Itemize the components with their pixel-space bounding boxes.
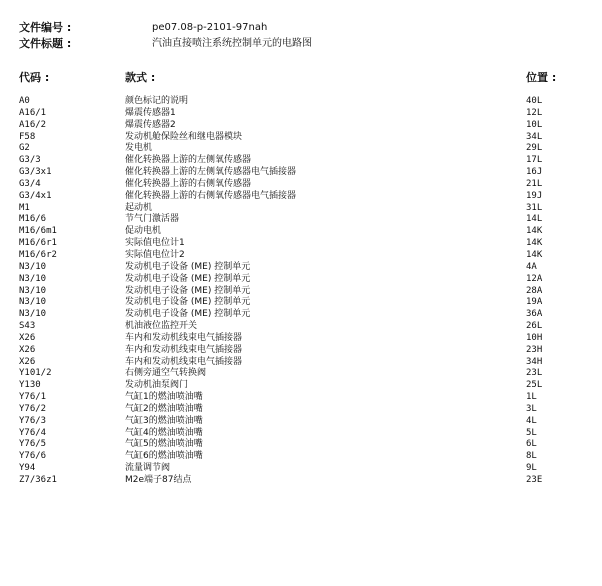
table-row bbox=[0, 179, 602, 191]
row-style: 发电机 bbox=[125, 143, 153, 154]
table-row bbox=[0, 262, 602, 274]
row-style: 车内和发动机线束电气插接器 bbox=[125, 332, 243, 343]
row-position: 19A bbox=[526, 297, 543, 308]
row-code: G3/4 bbox=[19, 178, 41, 189]
row-position: 23H bbox=[526, 344, 543, 355]
table-row bbox=[0, 380, 602, 392]
row-style: 颜色标记的说明 bbox=[125, 96, 189, 106]
row-code: N3/10 bbox=[19, 297, 47, 308]
table-row bbox=[0, 108, 602, 120]
row-style: 起动机 bbox=[125, 202, 153, 213]
table-row bbox=[0, 120, 602, 132]
row-style: M2e端子87结点 bbox=[125, 475, 192, 485]
row-style: 气缸3的燃油喷油嘴 bbox=[125, 415, 203, 426]
row-position: 4A bbox=[526, 261, 537, 272]
row-position: 19J bbox=[526, 190, 543, 201]
row-style: 气缸1的燃油喷油嘴 bbox=[125, 392, 203, 403]
row-style: 发动机电子设备 (ME) 控制单元 bbox=[125, 273, 251, 284]
row-code: Y76/1 bbox=[19, 392, 47, 403]
row-code: M16/6r2 bbox=[19, 249, 57, 260]
row-style: 气缸2的燃油喷油嘴 bbox=[125, 403, 203, 414]
row-position: 12A bbox=[526, 273, 543, 284]
row-code: Z7/36z1 bbox=[19, 475, 57, 485]
row-style: 发动机舱保险丝和继电器模块 bbox=[125, 131, 243, 142]
row-code: A16/1 bbox=[19, 107, 47, 118]
row-code: X26 bbox=[19, 356, 36, 367]
row-code: G3/3x1 bbox=[19, 167, 52, 178]
row-position: 5L bbox=[526, 427, 537, 438]
row-style: 右侧旁通空气转换阀 bbox=[125, 368, 207, 379]
table-row bbox=[0, 143, 602, 155]
row-style: 催化转换器上游的右侧氧传感器电气插接器 bbox=[125, 190, 297, 201]
row-position: 14K bbox=[526, 249, 543, 260]
row-code: Y130 bbox=[19, 380, 41, 391]
table-row bbox=[0, 333, 602, 345]
row-position: 28A bbox=[526, 285, 543, 296]
row-code: Y101/2 bbox=[19, 368, 52, 379]
row-style: 催化转换器上游的右侧氧传感器 bbox=[125, 178, 252, 189]
row-code: N3/10 bbox=[19, 285, 47, 296]
row-style: 机油液位监控开关 bbox=[125, 321, 198, 332]
row-style: 实际值电位计2 bbox=[125, 249, 185, 260]
row-style: 流量调节阀 bbox=[125, 463, 171, 474]
row-position: 40L bbox=[526, 96, 543, 106]
table-row bbox=[0, 132, 602, 144]
row-position: 6L bbox=[526, 439, 537, 450]
row-style: 催化转换器上游的左侧氧传感器电气插接器 bbox=[125, 167, 297, 178]
row-position: 16J bbox=[526, 167, 543, 178]
row-position: 21L bbox=[526, 178, 543, 189]
row-style: 气缸6的燃油喷油嘴 bbox=[125, 451, 203, 462]
row-code: A16/2 bbox=[19, 119, 47, 130]
row-code: X26 bbox=[19, 344, 36, 355]
row-code: M16/6m1 bbox=[19, 226, 57, 237]
row-code: S43 bbox=[19, 321, 36, 332]
table-row bbox=[0, 368, 602, 380]
row-code: N3/10 bbox=[19, 261, 47, 272]
table-row bbox=[0, 392, 602, 404]
table-row bbox=[0, 345, 602, 357]
table-row bbox=[0, 214, 602, 226]
table-row bbox=[0, 297, 602, 309]
row-position: 10H bbox=[526, 332, 543, 343]
row-style: 车内和发动机线束电气插接器 bbox=[125, 344, 243, 355]
row-code: Y76/2 bbox=[19, 403, 47, 414]
row-position: 4L bbox=[526, 415, 537, 426]
row-code: N3/10 bbox=[19, 309, 47, 320]
row-style: 气缸5的燃油喷油嘴 bbox=[125, 439, 203, 450]
row-style: 发动机电子设备 (ME) 控制单元 bbox=[125, 261, 251, 272]
row-style: 催化转换器上游的左侧氧传感器 bbox=[125, 155, 252, 166]
row-code: A0 bbox=[19, 96, 30, 106]
row-code: M1 bbox=[19, 202, 30, 213]
row-code: Y76/4 bbox=[19, 427, 47, 438]
doc-title-value: 汽油直接喷注系统控制单元的电路图 bbox=[152, 38, 312, 49]
table-row bbox=[0, 357, 602, 369]
table-row bbox=[0, 250, 602, 262]
row-code: M16/6 bbox=[19, 214, 47, 225]
table-row bbox=[0, 167, 602, 179]
row-style: 车内和发动机线束电气插接器 bbox=[125, 356, 243, 367]
table-row bbox=[0, 321, 602, 333]
row-position: 14K bbox=[526, 238, 543, 249]
doc-title-label: 文件标题 : bbox=[19, 37, 72, 50]
row-code: M16/6r1 bbox=[19, 238, 57, 249]
table-row bbox=[0, 309, 602, 321]
row-style: 节气门激活器 bbox=[125, 214, 180, 225]
row-position: 31L bbox=[526, 202, 543, 213]
row-position: 26L bbox=[526, 321, 543, 332]
row-style: 爆震传感器2 bbox=[125, 119, 176, 130]
table-row bbox=[0, 155, 602, 167]
row-position: 17L bbox=[526, 155, 543, 166]
row-position: 29L bbox=[526, 143, 543, 154]
row-style: 发动机电子设备 (ME) 控制单元 bbox=[125, 285, 251, 296]
row-code: Y76/6 bbox=[19, 451, 47, 462]
table-row bbox=[0, 475, 602, 487]
table-row bbox=[0, 191, 602, 203]
row-code: X26 bbox=[19, 332, 36, 343]
table-row bbox=[0, 451, 602, 463]
column-header-position: 位置 : bbox=[526, 71, 557, 84]
row-position: 23E bbox=[526, 475, 543, 485]
row-style: 爆震传感器1 bbox=[125, 107, 176, 118]
table-row bbox=[0, 404, 602, 416]
table-row bbox=[0, 96, 602, 108]
row-position: 10L bbox=[526, 119, 543, 130]
row-code: Y76/3 bbox=[19, 415, 47, 426]
row-code: G3/3 bbox=[19, 155, 41, 166]
row-position: 1L bbox=[526, 392, 537, 403]
row-code: Y76/5 bbox=[19, 439, 47, 450]
row-position: 34H bbox=[526, 356, 543, 367]
row-style: 发动机油泵阀门 bbox=[125, 380, 189, 391]
row-position: 8L bbox=[526, 451, 537, 462]
row-position: 12L bbox=[526, 107, 543, 118]
row-position: 25L bbox=[526, 380, 543, 391]
row-style: 发动机电子设备 (ME) 控制单元 bbox=[125, 309, 251, 320]
row-code: F58 bbox=[19, 131, 36, 142]
row-position: 9L bbox=[526, 463, 537, 474]
table-row bbox=[0, 274, 602, 286]
doc-number-value: pe07.08-p-2101-97nah bbox=[152, 22, 268, 33]
row-code: Y94 bbox=[19, 463, 36, 474]
row-code: G3/4x1 bbox=[19, 190, 52, 201]
doc-number-label: 文件编号 : bbox=[19, 21, 72, 34]
row-style: 促动电机 bbox=[125, 226, 162, 237]
column-header-style: 款式 : bbox=[125, 71, 156, 84]
table-row bbox=[0, 238, 602, 250]
table-row bbox=[0, 428, 602, 440]
row-position: 34L bbox=[526, 131, 543, 142]
table-row bbox=[0, 439, 602, 451]
table-row bbox=[0, 286, 602, 298]
table-row bbox=[0, 203, 602, 215]
table-row bbox=[0, 226, 602, 238]
column-header-code: 代码 : bbox=[19, 71, 50, 84]
row-position: 23L bbox=[526, 368, 543, 379]
table-row bbox=[0, 463, 602, 475]
row-code: N3/10 bbox=[19, 273, 47, 284]
row-position: 36A bbox=[526, 309, 543, 320]
row-position: 14K bbox=[526, 226, 543, 237]
row-style: 发动机电子设备 (ME) 控制单元 bbox=[125, 297, 251, 308]
row-code: G2 bbox=[19, 143, 30, 154]
row-position: 3L bbox=[526, 403, 537, 414]
row-style: 实际值电位计1 bbox=[125, 238, 185, 249]
row-style: 气缸4的燃油喷油嘴 bbox=[125, 427, 203, 438]
table-row bbox=[0, 416, 602, 428]
component-list bbox=[0, 96, 602, 487]
row-position: 14L bbox=[526, 214, 543, 225]
